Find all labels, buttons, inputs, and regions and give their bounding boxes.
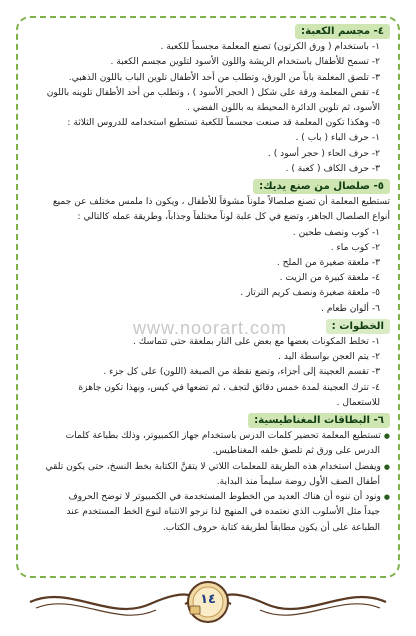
text-line: ٣- حرف الكاف ( كعبة ) . (285, 163, 380, 174)
step-item: ٣- تقسم العجينة إلى أجزاء، وتضع نقطة من الصبغة (اللون) على كل جزء . (103, 367, 380, 378)
bullet-line: ● ونود أن ننوه أن هناك العديد من الخطوط المستخدمة في الكمبيوتر لا توضح الحروف (26, 490, 390, 505)
text-line: ١- حرف الباء ( باب ) . (295, 133, 380, 144)
watermark-text: www.noorart.com (132, 318, 288, 338)
section-heading-homemade-clay: ٥- صلصال من صنع يديك: (253, 179, 390, 194)
text-line: ٥- وهكذا تكون المعلمة قد صنعت مجسماً للكعبة تستطيع استخدامه للدروس الثلاثة : (67, 118, 380, 129)
text-line: ٢- تسمح للأطفال باستخدام الريشة واللون الأسود لتلوين مجسم الكعبة . (110, 57, 380, 68)
text-line: تستطيع المعلمة أن تصنع صلصالاً ملوناً مشوقاً للأطفال ، ويكون ذا ملمس مختلف عن جميع (52, 197, 390, 208)
page-content (26, 22, 390, 574)
text-line: الطباعة على أن يكون مطابقاً لطريقة كتابة حروف الكتاب. (162, 522, 380, 533)
step-item: ٢- يتم العجن بواسطة اليد . (278, 352, 380, 363)
section-heading-magnetic-cards: ٦- البطاقات المغناطيسية: (248, 413, 390, 428)
step-item: ١- تخلط المكونات بعضها مع بعض على النار بملعقة حتى تتماسك . (133, 337, 380, 348)
ingredient-item: ١- كوب ونصف طحين . (292, 227, 380, 238)
step-item: للاستعمال . (336, 397, 380, 408)
footer-ribbon-decoration (0, 578, 416, 636)
text-line: الدرس على ورق ثم تلصق خلفه المغناطيس. (212, 446, 380, 457)
book-icon (190, 606, 200, 614)
text-line: أنواع الصلصال الجاهز، وتضع في كل علبة لوناً مختلفاً وجذاباً، وطريقة عمله كالتالي : (77, 212, 390, 223)
page-number: ١٤ (200, 592, 216, 607)
ingredient-item: ٥- ملعقة صغيرة ونصف كريم الترتار . (240, 288, 380, 299)
steps-heading: الخطوات : (326, 319, 390, 334)
ingredient-item: ٦- ألوان طعام . (321, 303, 380, 314)
text-line: الأسود، ثم تلوين الدائرة المحيطة به باللون الفضي . (187, 103, 380, 114)
text-line: ٣- تلصق المعلمة باباً من الورق، وتطلب من أحد الأطفال تلوين الباب باللون الذهبي. (68, 72, 380, 83)
text-line: ٢- حرف الحاء ( حجر أسود ) . (267, 148, 380, 159)
text-line: ١- باستخدام ( ورق الكرتون) تصنع المعلمة مجسماً للكعبة . (160, 42, 380, 53)
bullet-line: ● ويفضل استخدام هذه الطريقة للمعلمات اللاتي لا يتقنَّ الكتابة بخط النسخ، حتى يكون تلقي (26, 460, 390, 475)
section-heading-kaaba-model: ٤- مجسم الكعبة: (295, 24, 390, 39)
text-line: ٤- تقص المعلمة ورقة على شكل ( الحجر الأسود ) ، وتطلب من أحد الأطفال تلوينه باللون (46, 87, 380, 98)
ingredient-item: ٣- ملعقة صغيرة من الملح . (276, 258, 380, 269)
text-line: جيداً مثل الأسلوب الذي نعتمده في المنهج لذا نرجو الانتباه لنوع الخط المستخدم عند (66, 507, 380, 518)
text-line: أطفال الصف الأول روضة سليماً منذ البداية. (216, 476, 380, 487)
step-item: ٤- تترك العجينة لمدة خمس دقائق لتجف ، ثم تضعها في كيس، وبهذا تكون جاهزة (78, 382, 380, 393)
bullet-line: ● تستطيع المعلمة تحضير كلمات الدرس باستخدام جهاز الكمبيوتر، وذلك بطباعة كلمات (26, 429, 390, 444)
ingredient-item: ٤- ملعقة كبيرة من الزيت . (279, 273, 380, 284)
ingredient-item: ٢- كوب ماء . (330, 242, 380, 253)
